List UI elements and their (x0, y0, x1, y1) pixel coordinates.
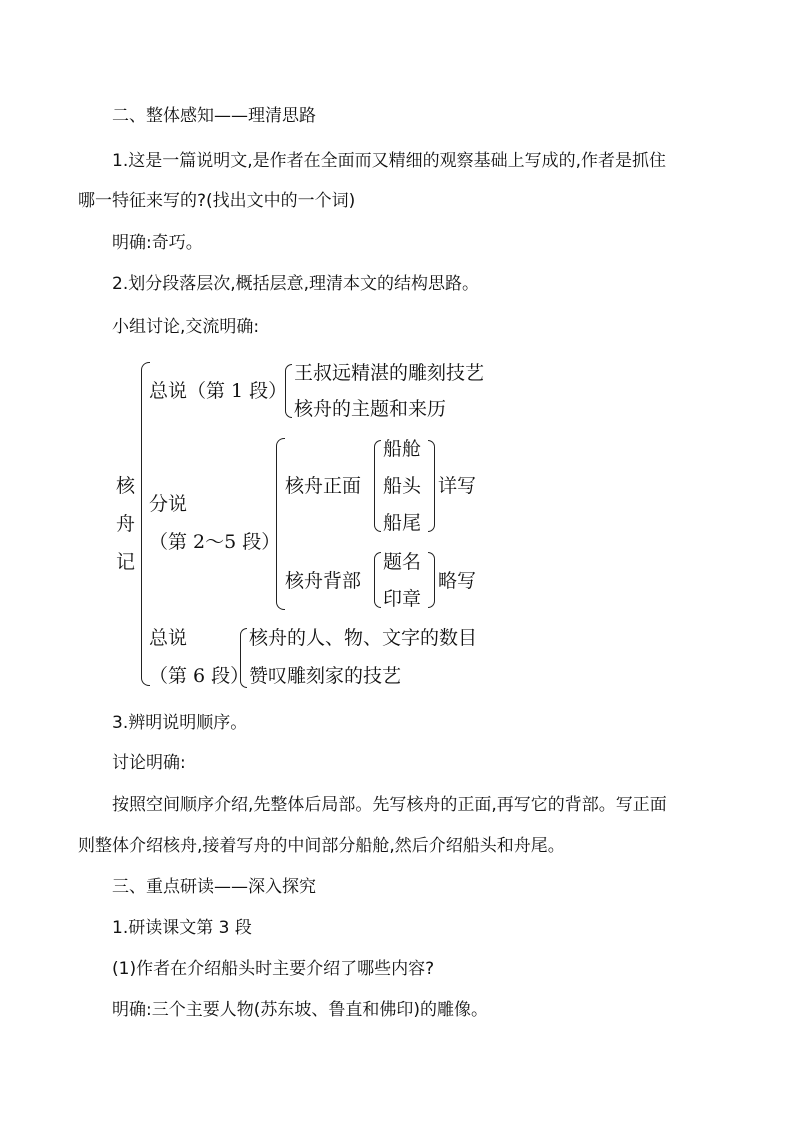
part3-label-line-2: （第 6 段） (149, 665, 250, 687)
q3-answer-line-2: 则整体介绍核舟,接着写舟的中间部分船舱,然后介绍船头和舟尾。 (78, 836, 565, 856)
question-1-line-1: 1.这是一篇说明文,是作者在全面而又精细的观察基础上写成的,作者是抓住 (112, 151, 667, 171)
diagram-root-char-2: 舟 (116, 513, 136, 535)
back-label: 核舟背部 (285, 570, 362, 592)
part3-item-2: 赞叹雕刻家的技艺 (249, 665, 402, 687)
diagram-root-char-3: 记 (116, 551, 136, 573)
front-item-bow: 船头 (383, 475, 422, 497)
section-heading-3: 三、重点研读——深入探究 (112, 877, 316, 897)
question-1-line-2: 哪一特征来写的?(找出文中的一个词) (78, 191, 356, 211)
front-label: 核舟正面 (285, 475, 362, 497)
front-item-stern: 船尾 (383, 512, 422, 534)
back-item-seal: 印章 (383, 588, 422, 610)
front-right-brace (428, 440, 435, 532)
study-question-1: (1)作者在介绍船头时主要介绍了哪些内容? (112, 959, 435, 979)
study-answer-1: 明确:三个主要人物(苏东坡、鲁直和佛印)的雕像。 (112, 1000, 488, 1020)
back-item-title: 题名 (383, 551, 422, 573)
q3-discussion-label: 讨论明确: (112, 753, 186, 773)
answer-1: 明确:奇巧。 (112, 233, 203, 253)
main-brace (141, 362, 150, 686)
front-result: 详写 (438, 475, 477, 497)
front-item-cabin: 船舱 (383, 438, 422, 460)
part2-label-line-1: 分说 (149, 493, 188, 515)
part2-brace (276, 438, 285, 610)
part2-label-line-2: （第 2～5 段） (149, 531, 281, 553)
section-heading-2: 二、整体感知——理清思路 (112, 106, 316, 126)
part1-item-1: 王叔远精湛的雕刻技艺 (294, 362, 485, 384)
diagram-root-char-1: 核 (116, 475, 136, 497)
question-3: 3.辨明说明顺序。 (112, 713, 248, 733)
study-item-1: 1.研读课文第 3 段 (112, 918, 252, 938)
part1-label: 总说（第 1 段） (149, 380, 288, 402)
question-2: 2.划分段落层次,概括层意,理清本文的结构思路。 (112, 274, 480, 294)
back-result: 略写 (438, 570, 477, 592)
part1-item-2: 核舟的主题和来历 (294, 398, 447, 420)
front-brace (374, 440, 381, 532)
part3-label-line-1: 总说 (149, 627, 188, 649)
back-brace (374, 552, 381, 608)
discussion-label: 小组讨论,交流明确: (112, 317, 260, 337)
part1-brace (285, 364, 292, 418)
q3-answer-line-1: 按照空间顺序介绍,先整体后局部。先写核舟的正面,再写它的背部。写正面 (112, 795, 667, 815)
part3-brace (240, 628, 247, 688)
part3-item-1: 核舟的人、物、文字的数目 (249, 627, 478, 649)
back-right-brace (428, 552, 435, 608)
